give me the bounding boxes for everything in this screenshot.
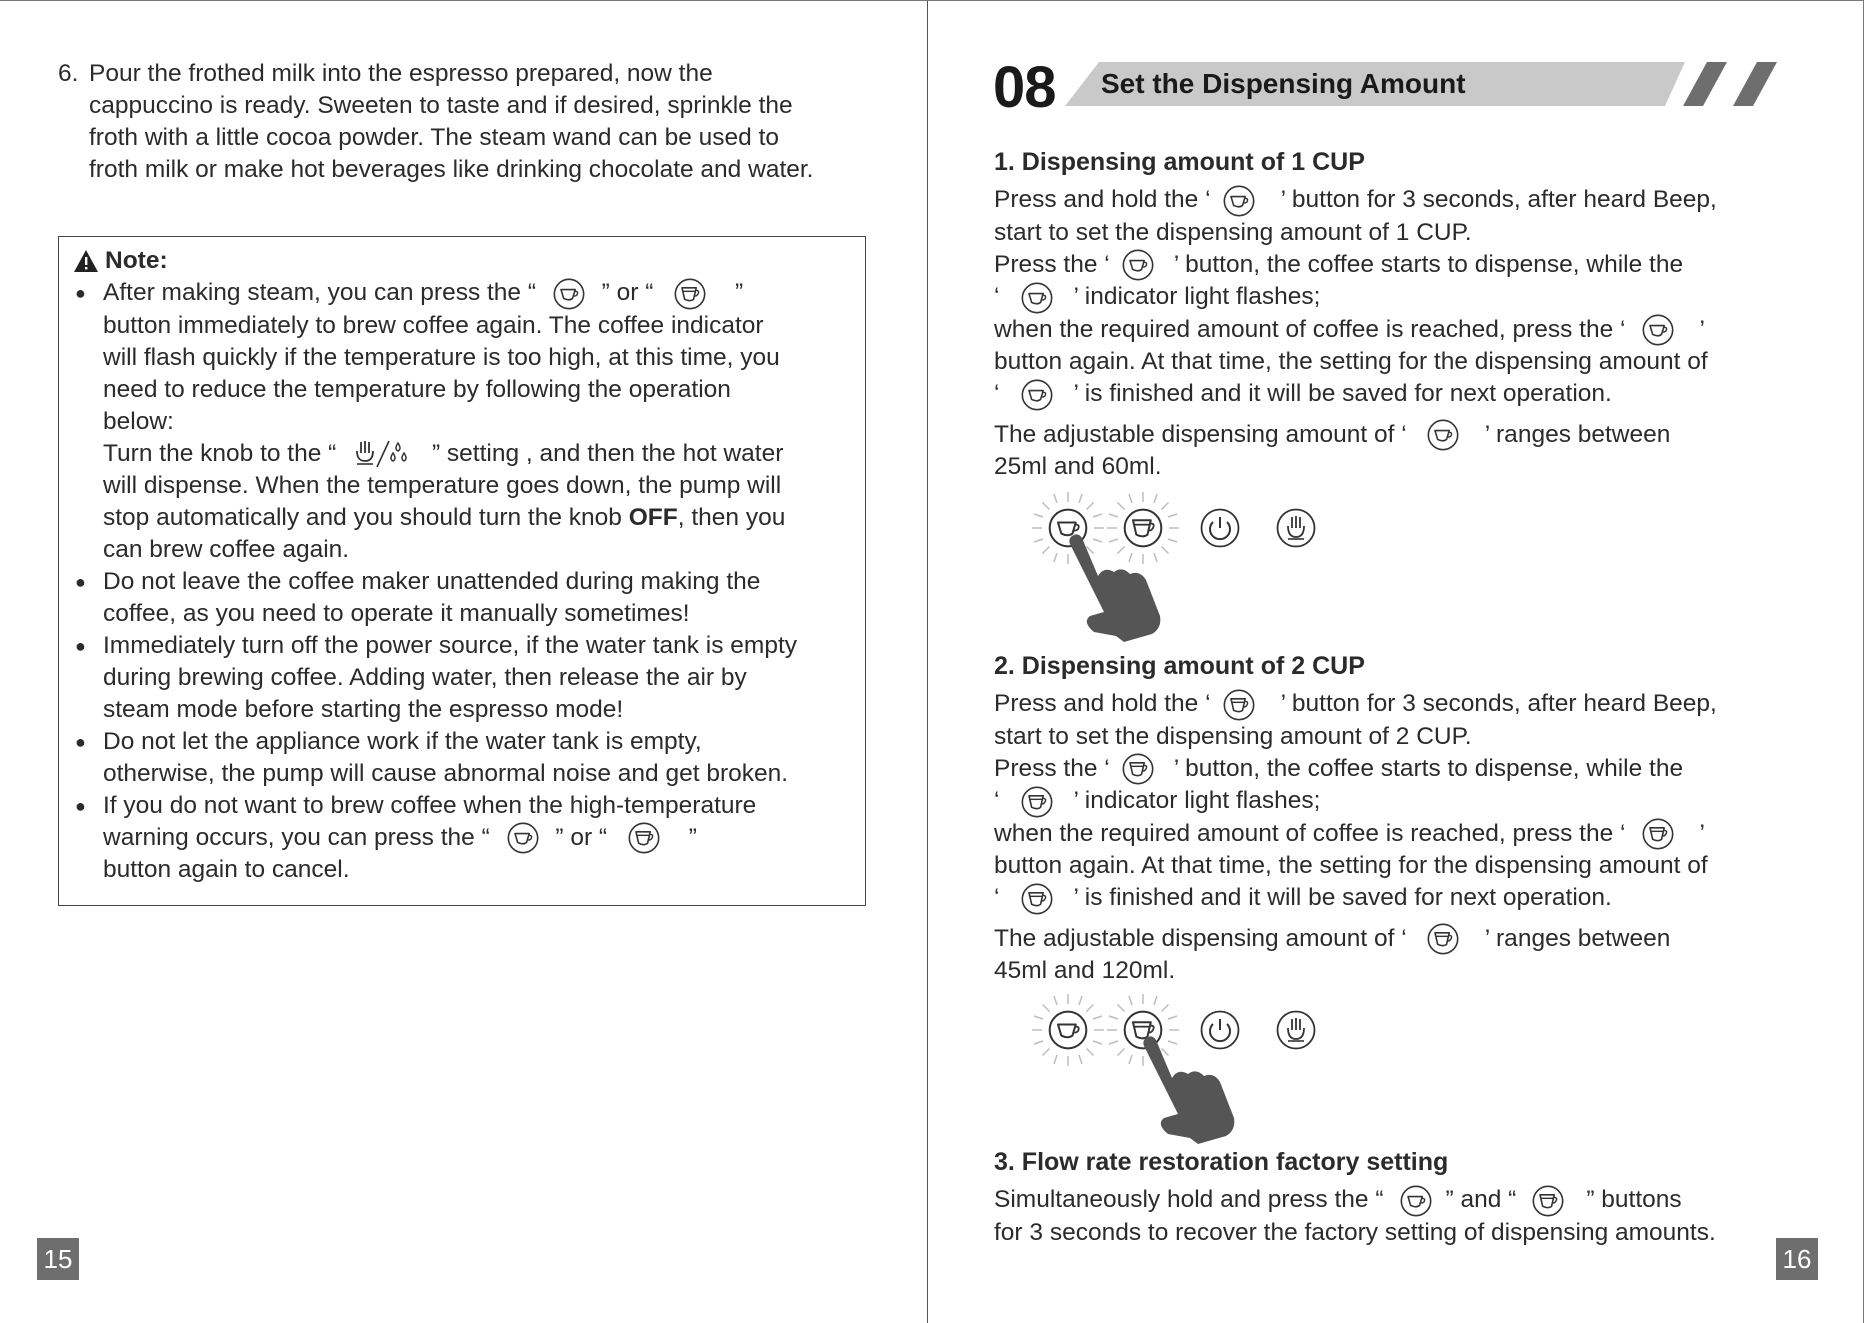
- note-text: steam mode before starting the espresso mode!: [103, 695, 624, 723]
- control-panel-2: [1030, 992, 1320, 1142]
- note-text: If you do not want to brew coffee when the high-temperature: [103, 791, 757, 819]
- body-text: Press and hold the ‘: [994, 186, 1211, 213]
- note-text: Turn the knob to the “: [103, 439, 337, 467]
- section-title: Set the Dispensing Amount: [1101, 68, 1466, 99]
- note-title: [73, 245, 863, 277]
- note-text: ”: [735, 279, 744, 306]
- body-text: ’ ranges between: [1484, 420, 1671, 448]
- note-text: stop automatically and you should turn the knob: [103, 503, 629, 531]
- note-bullet-3: [73, 630, 863, 726]
- note-text: ” or “: [601, 279, 654, 306]
- step-number: 6.: [58, 60, 79, 87]
- body-text: ” and “: [1445, 1186, 1517, 1213]
- section-1-title: 1. Dispensing amount of 1 CUP: [994, 148, 1365, 176]
- two-cup-icon: [1642, 818, 1674, 850]
- note-text: below:: [103, 407, 174, 435]
- note-text: can brew coffee again.: [103, 535, 350, 563]
- note-bullet-5: [73, 790, 863, 887]
- note-text: warning occurs, you can press the “: [103, 823, 490, 851]
- body-text: ‘: [994, 884, 1000, 912]
- two-cup-icon: [1021, 786, 1053, 818]
- note-text: button immediately to brew coffee again. The coffee indicator: [103, 311, 764, 339]
- two-cup-icon: [674, 278, 706, 310]
- note-text: After making steam, you can press the “: [103, 279, 537, 306]
- pointing-hand-icon: [1064, 532, 1164, 642]
- note-bullet-1: [73, 277, 863, 566]
- bullet-dot: ●: [75, 571, 86, 592]
- two-cup-icon: [628, 822, 660, 854]
- body-text: ‘: [994, 380, 1000, 408]
- body-text: The adjustable dispensing amount of ‘: [994, 420, 1407, 448]
- body-text: Simultaneously hold and press the “: [994, 1186, 1384, 1213]
- one-cup-icon: [507, 822, 539, 854]
- body-text: The adjustable dispensing amount of ‘: [994, 924, 1407, 952]
- two-cup-icon: [1532, 1185, 1564, 1217]
- two-cup-icon: [1223, 689, 1255, 721]
- one-cup-icon: [1122, 249, 1154, 281]
- one-cup-button[interactable]: [1048, 1010, 1088, 1050]
- note-text: ”: [688, 823, 697, 851]
- section-3: [994, 1146, 1824, 1249]
- note-text: button again to cancel.: [103, 856, 350, 884]
- page-frame-top: [0, 0, 1864, 1]
- note-bullet-2: [73, 566, 863, 630]
- steam-water-icon: [353, 439, 415, 469]
- one-cup-icon: [1021, 282, 1053, 314]
- body-text: ’: [1699, 819, 1705, 847]
- section-2-title: 2. Dispensing amount of 2 CUP: [994, 652, 1365, 680]
- step-6-line: cappuccino is ready. Sweeten to taste and if desired, sprinkle the: [89, 92, 793, 119]
- note-box: [58, 236, 866, 906]
- control-panel-1: [1030, 490, 1320, 640]
- one-cup-icon: [553, 278, 585, 310]
- bullet-dot: ●: [75, 795, 86, 816]
- page-number-left: 15: [37, 1238, 79, 1280]
- section-number: 08: [993, 55, 1056, 120]
- step-6-line: froth with a little cocoa powder. The steam wand can be used to: [89, 124, 780, 151]
- body-text: ’ button, the coffee starts to dispense, while the: [1173, 250, 1684, 278]
- two-cup-icon: [1427, 923, 1459, 955]
- one-cup-icon: [1400, 1185, 1432, 1217]
- note-title-text: Note:: [105, 247, 168, 274]
- note-text: need to reduce the temperature by following the operation: [103, 375, 731, 403]
- one-cup-icon: [1427, 419, 1459, 451]
- body-text: ’: [1699, 315, 1705, 343]
- note-text: coffee, as you need to operate it manually sometimes!: [103, 599, 690, 627]
- note-text: will dispense. When the temperature goes down, the pump will: [103, 471, 782, 499]
- section-3-title: 3. Flow rate restoration factory setting: [994, 1148, 1449, 1176]
- body-text: for 3 seconds to recover the factory setting of dispensing amounts.: [994, 1218, 1716, 1246]
- section-header: [993, 55, 1813, 120]
- bullet-dot: ●: [75, 635, 86, 656]
- body-text: Press and hold the ‘: [994, 690, 1211, 717]
- body-text: button again. At that time, the setting for the dispensing amount of: [994, 852, 1708, 880]
- body-text: Press the ‘: [994, 250, 1110, 278]
- bullet-dot: ●: [75, 731, 86, 752]
- body-text: button again. At that time, the setting for the dispensing amount of: [994, 348, 1708, 376]
- one-cup-icon: [1642, 314, 1674, 346]
- note-text: ” or “: [555, 823, 608, 851]
- body-text: ’ indicator light flashes;: [1073, 283, 1321, 311]
- note-text: ” setting , and then the hot water: [431, 439, 784, 467]
- one-cup-icon: [1223, 185, 1255, 217]
- page-number-right: 16: [1776, 1238, 1818, 1280]
- body-text: ’ indicator light flashes;: [1073, 787, 1321, 815]
- body-text: ‘: [994, 283, 1000, 311]
- header-stripe: [1683, 62, 1727, 106]
- two-cup-icon: [1122, 753, 1154, 785]
- body-text: ’ ranges between: [1484, 924, 1671, 952]
- body-text: ‘: [994, 787, 1000, 815]
- step-6-line: Pour the frothed milk into the espresso prepared, now the: [89, 60, 713, 87]
- power-button[interactable]: [1200, 508, 1240, 548]
- step-6-paragraph: [58, 58, 898, 186]
- steam-button[interactable]: [1276, 1010, 1316, 1050]
- note-text: during brewing coffee. Adding water, then release the air by: [103, 663, 747, 691]
- bullet-dot: ●: [75, 283, 86, 303]
- section-1: [994, 146, 1824, 483]
- note-text: Do not leave the coffee maker unattended during making the: [103, 567, 761, 595]
- body-text: start to set the dispensing amount of 1 CUP.: [994, 218, 1472, 246]
- body-text: ” buttons: [1586, 1186, 1682, 1213]
- body-text: when the required amount of coffee is reached, press the ‘: [994, 315, 1626, 343]
- body-text: ’ button for 3 seconds, after heard Beep,: [1280, 690, 1717, 717]
- note-text: Immediately turn off the power source, if the water tank is empty: [103, 631, 798, 659]
- warning-icon: [73, 249, 99, 273]
- note-text: Do not let the appliance work if the water tank is empty,: [103, 727, 702, 755]
- body-text: 25ml and 60ml.: [994, 453, 1162, 481]
- header-stripe: [1733, 62, 1777, 106]
- note-text: will flash quickly if the temperature is too high, at this time, you: [103, 343, 780, 371]
- off-label: OFF: [628, 503, 678, 531]
- section-2: [994, 650, 1824, 987]
- body-text: 45ml and 120ml.: [994, 957, 1176, 985]
- step-6-line: froth milk or make hot beverages like drinking chocolate and water.: [89, 156, 814, 183]
- body-text: when the required amount of coffee is reached, press the ‘: [994, 819, 1626, 847]
- body-text: ’ is finished and it will be saved for next operation.: [1073, 884, 1612, 912]
- two-cup-icon: [1021, 883, 1053, 915]
- steam-button[interactable]: [1276, 508, 1316, 548]
- body-text: ’ button, the coffee starts to dispense, while the: [1173, 754, 1684, 782]
- note-text: , then you: [677, 503, 786, 531]
- body-text: Press the ‘: [994, 754, 1110, 782]
- body-text: start to set the dispensing amount of 2 CUP.: [994, 722, 1472, 750]
- pointing-hand-icon: [1138, 1034, 1238, 1144]
- one-cup-icon: [1021, 379, 1053, 411]
- note-bullet-4: [73, 726, 863, 790]
- note-text: otherwise, the pump will cause abnormal noise and get broken.: [103, 759, 789, 787]
- body-text: ’ button for 3 seconds, after heard Beep,: [1280, 186, 1717, 213]
- body-text: ’ is finished and it will be saved for next operation.: [1073, 380, 1612, 408]
